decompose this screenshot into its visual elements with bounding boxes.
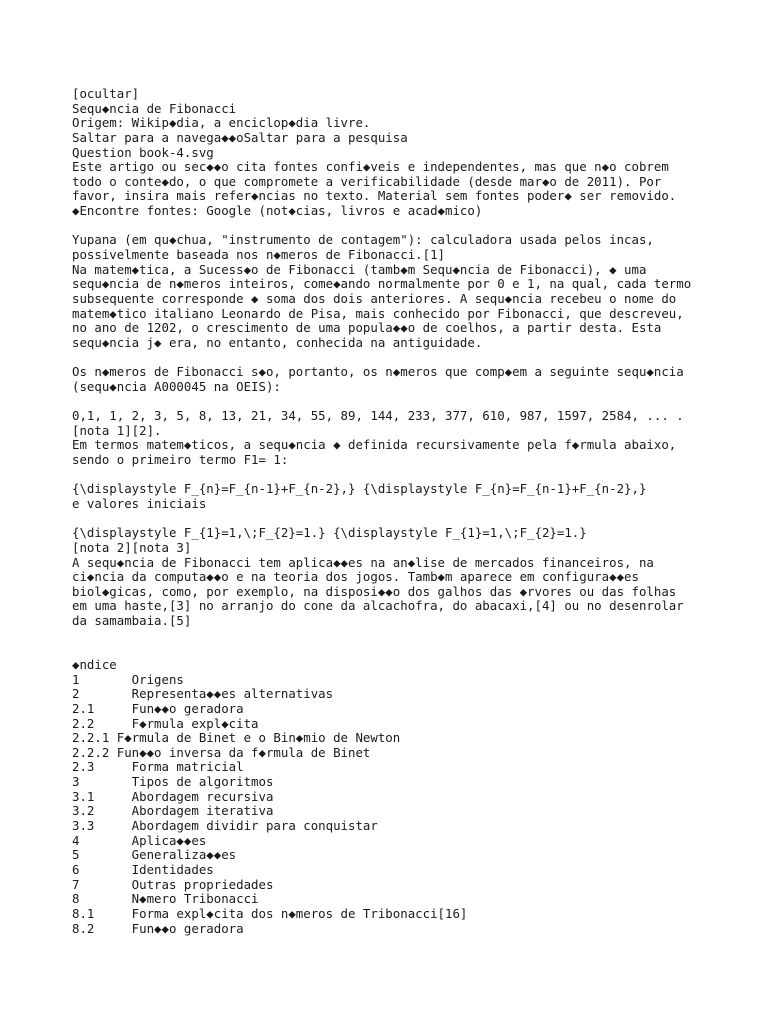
text-line: 2.3 Forma matricial [72, 759, 244, 775]
blank-line [72, 629, 752, 644]
text-line: da samambaia.[5] [72, 613, 192, 629]
text-line: 8.2 Fun◆◆o geradora [72, 920, 244, 936]
text-line: [nota 2][nota 3] [72, 539, 192, 555]
text-line: Origem: Wikip◆dia, a enciclop◆dia livre. [72, 115, 371, 131]
text-line: sequ◆ncia de n◆meros inteiros, come◆ando normalmente por 0 e 1, na qual, cada termo [72, 276, 692, 292]
text-line: 2.2.2 Fun◆◆o inversa da f◆rmula de Binet [72, 744, 371, 760]
text-line: 2.2 F◆rmula expl◆cita [72, 715, 259, 731]
text-line: 2.1 Fun◆◆o geradora [72, 700, 244, 716]
text-line: 4 Aplica◆◆es [72, 832, 207, 848]
text-line: {\displaystyle F_{n}=F_{n-1}+F_{n-2},} {\displaystyle F_{n}=F_{n-1}+F_{n-2},} [72, 481, 647, 497]
text-line: ◆Encontre fontes: Google (not◆cias, livros e acad◆mico) [72, 203, 483, 219]
text-line: Yupana (em qu◆chua, "instrumento de contagem"): calculadora usada pelos incas, [72, 232, 654, 248]
text-line: Sequ◆ncia de Fibonacci [72, 100, 237, 116]
text-line: 1 Origens [72, 671, 184, 687]
text-line: 8 N◆mero Tribonacci [72, 891, 259, 907]
text-line: ◆ndice [72, 656, 117, 672]
text-line: 8.1 Forma expl◆cita dos n◆meros de Tribonacci[16] [72, 905, 468, 921]
blank-line [72, 468, 752, 483]
text-line: [nota 1][2]. [72, 422, 162, 438]
text-line: 0,1, 1, 2, 3, 5, 8, 13, 21, 34, 55, 89, 144, 233, 377, 610, 987, 1597, 2584, ... . [72, 408, 684, 424]
text-line: matem◆tico italiano Leonardo de Pisa, mais conhecido por Fibonacci, que descreveu, [72, 305, 684, 321]
text-line: e valores iniciais [72, 495, 207, 511]
text-line: biol◆gicas, como, por exemplo, na disposi◆◆o dos galhos das ◆rvores ou das folhas [72, 583, 677, 599]
text-line: 3.1 Abordagem recursiva [72, 788, 274, 804]
blank-line [72, 643, 752, 658]
text-line: 3 Tipos de algoritmos [72, 774, 274, 790]
text-line: Question book-4.svg [72, 144, 214, 160]
text-line: sendo o primeiro termo F1= 1: [72, 452, 289, 468]
text-line: em uma haste,[3] no arranjo do cone da alcachofra, do abacaxi,[4] ou no desenrolar [72, 598, 684, 614]
text-line: 3.3 Abordagem dividir para conquistar [72, 818, 378, 834]
blank-line [72, 351, 752, 366]
text-line: 2.2.1 F◆rmula de Binet e o Bin◆mio de Newton [72, 730, 401, 746]
text-line: 2 Representa◆◆es alternativas [72, 686, 334, 702]
text-line: {\displaystyle F_{1}=1,\;F_{2}=1.} {\displaystyle F_{1}=1,\;F_{2}=1.} [72, 525, 587, 541]
text-line: Em termos matem◆ticos, a sequ◆ncia ◆ definida recursivamente pela f◆rmula abaixo, [72, 437, 677, 453]
text-line: 3.2 Abordagem iterativa [72, 803, 274, 819]
text-line: Este artigo ou sec◆◆o cita fontes confi◆veis e independentes, mas que n◆o cobrem [72, 159, 669, 175]
blank-line [72, 219, 752, 234]
text-line: Saltar para a navega◆◆oSaltar para a pesquisa [72, 129, 408, 145]
text-line: A sequ◆ncia de Fibonacci tem aplica◆◆es na an◆lise de mercados financeiros, na [72, 554, 654, 570]
blank-line [72, 394, 752, 409]
text-line: 7 Outras propriedades [72, 876, 274, 892]
text-line: subsequente corresponde ◆ soma dos dois anteriores. A sequ◆ncia recebeu o nome do [72, 290, 677, 306]
text-line: favor, insira mais refer◆ncias no texto. Material sem fontes poder◆ ser removido. [72, 188, 677, 204]
text-line: 6 Identidades [72, 861, 214, 877]
text-line: no ano de 1202, o crescimento de uma popula◆◆o de coelhos, a partir desta. Esta [72, 320, 662, 336]
document-text [72, 87, 752, 936]
text-line: ci◆ncia da computa◆◆o e na teoria dos jogos. Tamb◆m aparece em configura◆◆es [72, 569, 639, 585]
text-line: (sequ◆ncia A000045 na OEIS): [72, 378, 281, 394]
text-line: 5 Generaliza◆◆es [72, 847, 237, 863]
text-line: todo o conte◆do, o que compromete a verificabilidade (desde mar◆o de 2011). Por [72, 173, 662, 189]
text-line: Na matem◆tica, a Sucess◆o de Fibonacci (tamb◆m Sequ◆ncia de Fibonacci), ◆ uma [72, 261, 647, 277]
blank-line [72, 512, 752, 527]
text-line: possivelmente baseada nos n◆meros de Fibonacci.[1] [72, 247, 445, 263]
text-line: Os n◆meros de Fibonacci s◆o, portanto, os n◆meros que comp◆em a seguinte sequ◆ncia [72, 364, 684, 380]
text-line: sequ◆ncia j◆ era, no entanto, conhecida na antiguidade. [72, 334, 483, 350]
text-line: [ocultar] [72, 86, 140, 101]
